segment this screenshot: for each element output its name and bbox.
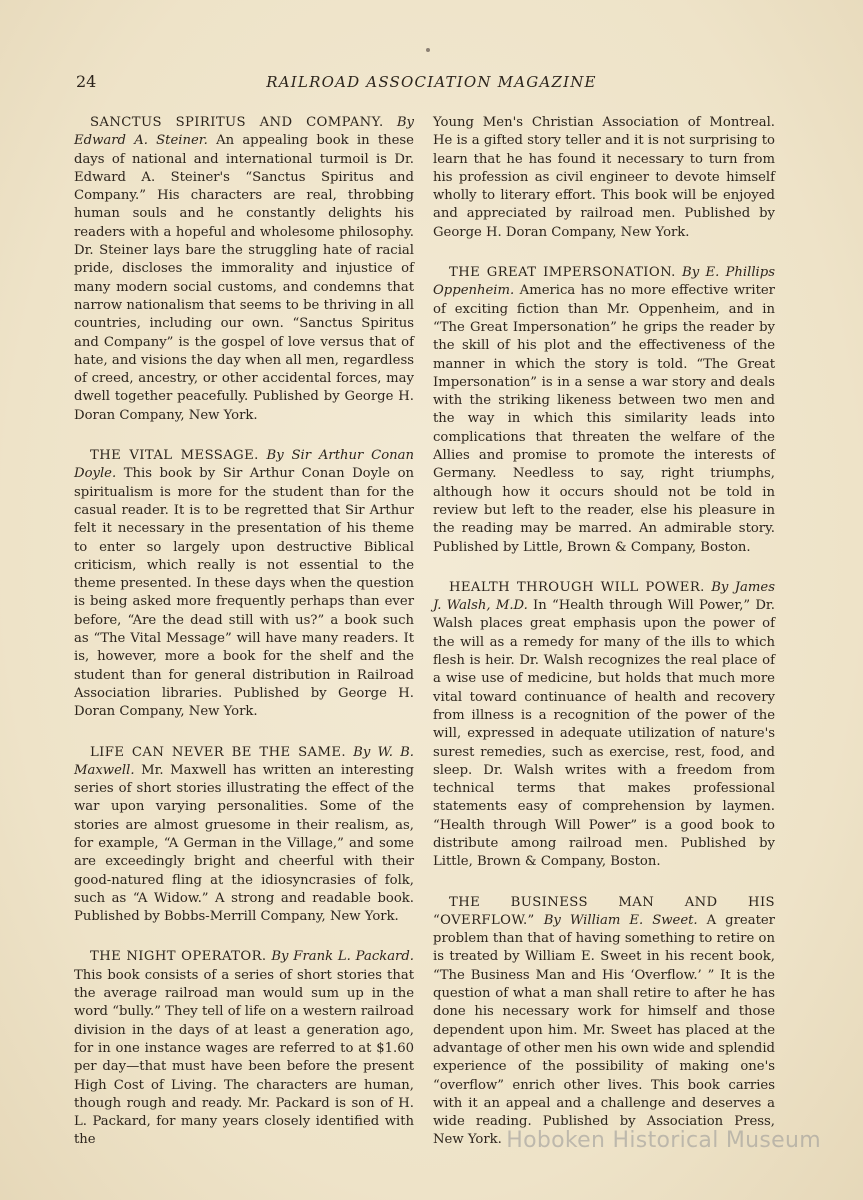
magazine-title: RAILROAD ASSOCIATION MAGAZINE <box>266 73 597 91</box>
review-life-can-never-be-the-same <box>74 744 414 927</box>
review-author: By E. Phillips Oppenheim. <box>433 265 775 299</box>
review-body: An appealing book in these days of national and international turmoil is Dr. Edward A. Steiner's “Sanctus Spiritus and Company.” His characters are real, throbbing human souls and he constantly delights his readers with a hopeful and wholesome philosophy. Dr. Steiner lays bare the struggling hate of racial pride, discloses the immorality and injustice of many modern social customs, and condemns that narrow nationalism that seems to be thriving in all countries, including our own. “Sanctus Spiritus and Company” is the gospel of love versus that of hate, and visions the day when all men, regardless of creed, ancestry, or other accidental forces, may dwell together peacefully. Published by George H. Doran Company, New York. <box>74 133 414 423</box>
review-title: SANCTUS SPIRITUS AND COMPANY. <box>90 115 384 130</box>
review-body: Young Men's Christian Association of Montreal. He is a gifted story teller and it is not surprising to learn that he has found it necessary to turn from his profession as civil engineer to devote himself wholly to literary effort. This book will be enjoyed and appreciated by railroad men. Published by George H. Doran Company, New York. <box>433 115 775 240</box>
review-title: LIFE CAN NEVER BE THE SAME. <box>90 744 346 760</box>
review-body: Mr. Maxwell has written an interesting series of short stories illustrating the effect of the war upon varying personalities. Some of the stories are almost gruesome in their realism, as, for example, “A German in the Village,” and some are exceedingly bright and cheerful with their good-natured fling at the idiosyncrasies of folk, such as “A Widow.” A strong and readable book. Published by Bobbs-Merrill Company, New York. <box>74 762 414 925</box>
review-title: THE BUSINESS MAN AND HIS “OVERFLOW.” <box>433 894 775 928</box>
print-dot <box>426 48 430 52</box>
review-health-through-will-power <box>433 579 775 872</box>
review-great-impersonation <box>433 264 775 557</box>
review-sanctus-spiritus <box>74 114 414 425</box>
review-business-man-overflow <box>433 894 775 1150</box>
review-body: America has no more effective writer of exciting fiction than Mr. Oppenheim, and in “The Great Impersonation” he grips the reader by the skill of his plot and the effectiveness of the manner in which the story is told. “The Great Impersonation” is in a sense a war story and deals with the striking likeness between two men and the way in which this similarity leads into complications that threaten the welfare of the Allies and promise to promote the interests of Germany. Needless to say, right triumphs, although how it occurs should not be told in review but left to the reader, else his pleasure in the reading may be marred. An admirable story. Published by Little, Brown & Company, Boston. <box>433 283 775 555</box>
review-body: A greater problem than that of having something to retire on is treated by William E. Sweet in his recent book, “The Business Man and His ‘Overflow.’ ” It is the question of what a man shall retire to after he has done his necessary work for himself and those dependent upon him. Mr. Sweet has placed at the advantage of other men his own wide and splendid experience of the possibility of making one's “overflow” enrich other lives. This book carries with it an appeal and a challenge and deserves a wide reading. Published by Association Press, New York. <box>433 912 775 1148</box>
review-author: By Frank L. Packard. <box>271 949 414 965</box>
review-title: THE NIGHT OPERATOR. <box>90 949 267 965</box>
review-body: This book consists of a series of short stories that the average railroad man would sum up in the word “bully.” They tell of life on a western railroad division in the days of at least a generation ago, for in one instance wages are referred to at $1.60 per day—that must have been before the present High Cost of Living. The characters are human, though rough and ready. Mr. Packard is son of H. L. Packard, for many years closely identified with the <box>74 967 414 1148</box>
review-title: HEALTH THROUGH WILL POWER. <box>449 579 705 595</box>
review-night-operator <box>74 948 414 1149</box>
review-title: THE GREAT IMPERSONATION. <box>449 265 676 281</box>
review-author: By William E. Sweet. <box>543 912 698 928</box>
review-night-operator-continued <box>433 114 775 242</box>
review-author: By James J. Walsh, M.D. <box>433 579 775 614</box>
left-column <box>74 114 414 1172</box>
museum-watermark: Hoboken Historical Museum <box>506 1128 821 1153</box>
review-vital-message <box>74 447 414 721</box>
review-author: By Edward A. Steiner. <box>74 115 415 149</box>
right-column <box>433 114 775 1172</box>
review-body: This book by Sir Arthur Conan Doyle on spiritualism is more for the student than for the casual reader. It is to be regretted that Sir Arthur felt it necessary in the presentation of his theme to enter so largely upon destructive Biblical criticism, which really is not essential to the theme presented. In these days when the question is being asked more frequently perhaps than ever before, “Are the dead still with us?” a book such as “The Vital Message” will have many readers. It is, however, more a book for the shelf and the student than for general distribution in Railroad Association libraries. Published by George H. Doran Company, New York. <box>74 466 414 720</box>
review-author: By W. B. Maxwell. <box>74 744 414 778</box>
review-body: In “Health through Will Power,” Dr. Walsh places great emphasis upon the power of the will as a remedy for many of the ills to which flesh is heir. Dr. Walsh recognizes the real place of a wise use of medicine, but holds that much more vital toward continuance of health and recovery from illness is a recognition of the power of the will, expressed in adequate utilization of nature's surest remedies, such as exercise, rest, food, and sleep. Dr. Walsh writes with a freedom from technical terms that makes professional statements easy of comprehension by laymen. “Health through Will Power” is a good book to distribute among railroad men. Published by Little, Brown & Company, Boston. <box>433 598 775 870</box>
review-author: By Sir Arthur Conan Doyle. <box>74 448 414 482</box>
review-title: THE VITAL MESSAGE. <box>90 448 259 464</box>
page-number: 24 <box>76 72 97 91</box>
